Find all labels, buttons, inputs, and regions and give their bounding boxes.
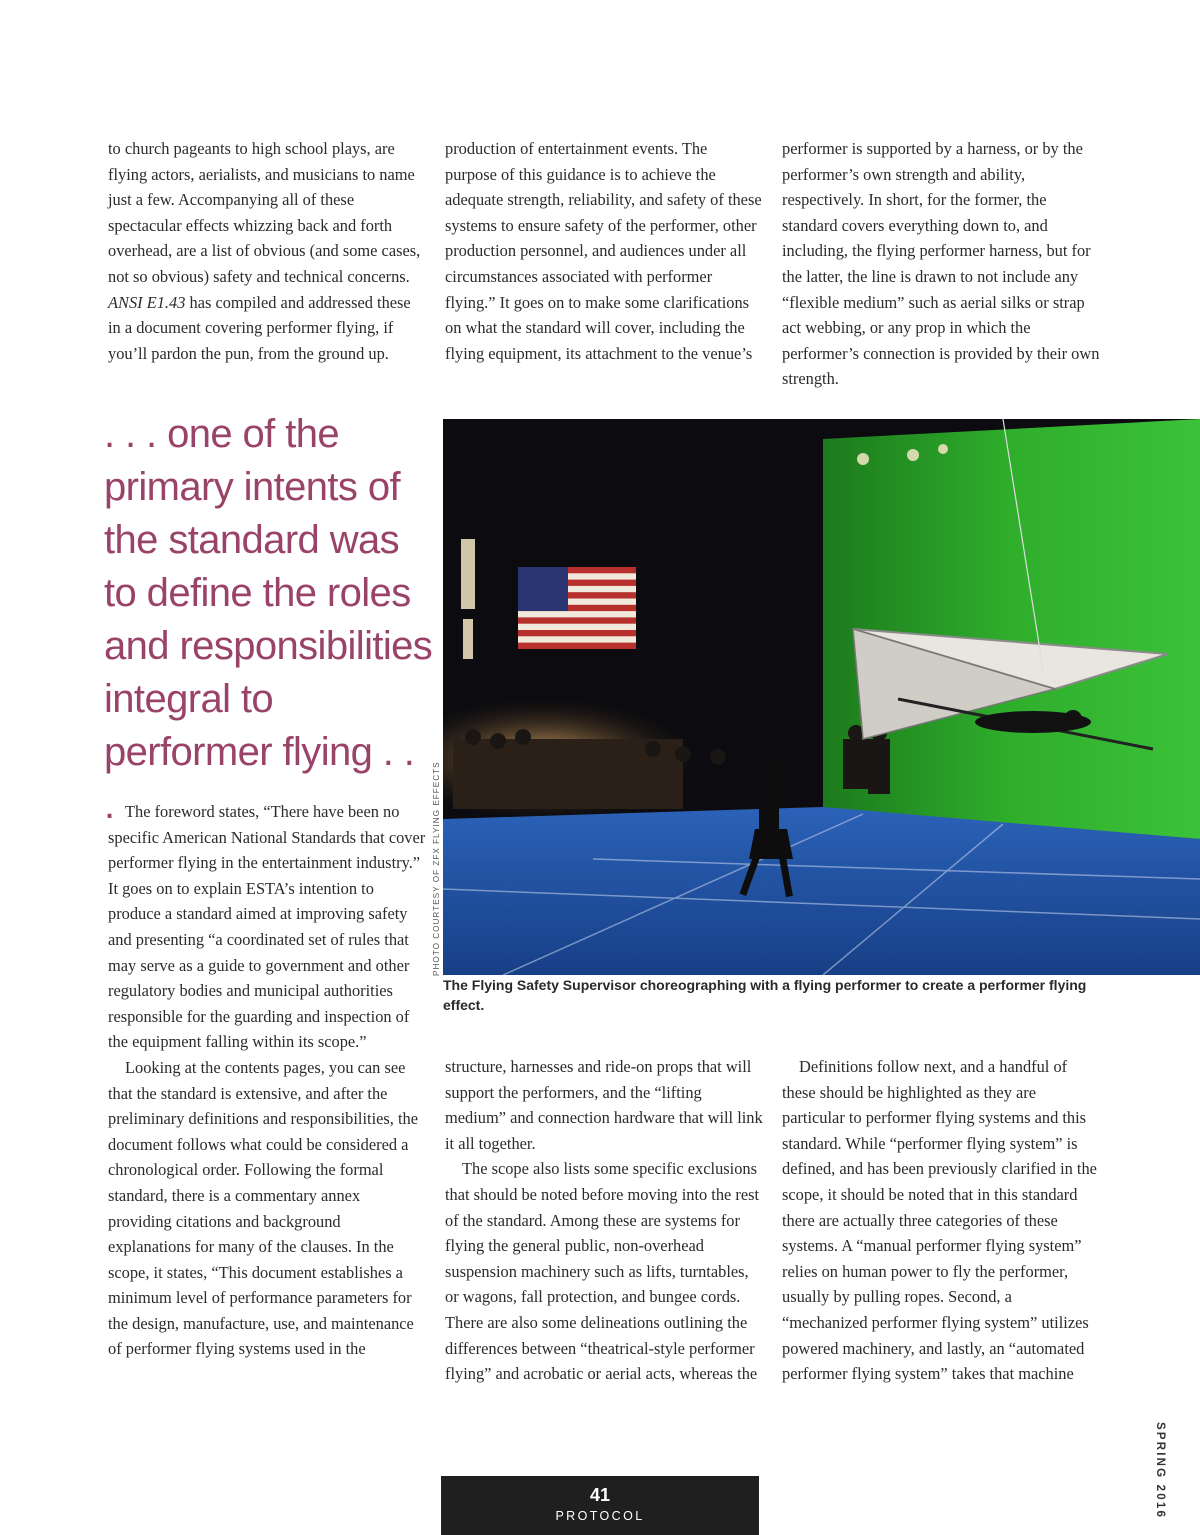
photo-illustration <box>443 419 1200 975</box>
issue-label: SPRING 2016 <box>1154 1422 1166 1520</box>
article-column-1-top <box>108 136 426 366</box>
body-paragraph: The scope also lists some specific exclusions that should be noted before moving into the rest of the standard. Among these are systems for flying the general public, non-overhead suspension machinery such as lifts, turntables, or wagons, fall protection, and bungee cords. There are also some delineations outlining the differences between “theatrical-style performer flying” and acrobatic or aerial acts, whereas the <box>445 1159 760 1384</box>
page-folio <box>441 1476 759 1535</box>
body-paragraph: The foreword states, “There have been no specific American National Standards that cover performer flying in the entertainment industry.” It goes on to explain ESTA’s intention to produce a standard aimed at improving safety and presenting “a coordinated set of rules that may serve as a guide to government and other regulatory bodies and municipal authorities responsible for the guarding and inspection of the equipment falling within its scope.” <box>108 802 426 1052</box>
article-column-3-bottom <box>782 1054 1100 1387</box>
article-column-1-bottom <box>108 799 426 1362</box>
body-paragraph: performer is supported by a harness, or by the performer’s own strength and ability, respectively. In short, for the former, the standard covers everything down to, and including, the flying performer harness, but for the latter, the line is drawn to not include any “flexible medium” such as aerial silks or strap act webbing, or any prop in which the performer’s connection is provided by their own strength. <box>782 139 1100 389</box>
magazine-name: PROTOCOL <box>555 1509 645 1523</box>
standard-name: ANSI E1.43 <box>108 292 186 312</box>
article-column-2-top <box>445 136 763 366</box>
body-paragraph: Definitions follow next, and a handful of these should be highlighted as they are particular to performer flying systems and this standard. While “performer flying system” is defined, and has been previously clarified in the scope, it should be noted that in this standard there are actually three categories of these systems. A “manual performer flying system” relies on human power to fly the performer, usually by pulling ropes. Second, a “mechanized performer flying system” utilizes powered machinery, and lastly, an “automated performer flying system” takes that machine <box>782 1057 1097 1384</box>
american-flag <box>518 567 636 649</box>
article-column-2-bottom <box>445 1054 763 1387</box>
article-column-3-top <box>782 136 1100 392</box>
body-paragraph: Looking at the contents pages, you can see that the standard is extensive, and after the preliminary definitions and responsibilities, the document follows what could be considered a chronological order. Following the formal standard, there is a commentary annex providing citations and background explanations for many of the clauses. In the scope, it states, “This document establishes a minimum level of performance parameters for the design, manufacture, use, and maintenance of performer flying systems used in the <box>108 1057 418 1359</box>
photo-flying-rehearsal <box>443 419 1200 975</box>
pull-quote: . . . one of the primary intents of the standard was to define the roles and responsibilities integral to performer flying . . . <box>104 412 433 827</box>
photo-caption: The Flying Safety Supervisor choreographing with a flying performer to create a performer flying effect. <box>443 977 1087 1013</box>
photo-credit: PHOTO COURTESY OF ZFX FLYING EFFECTS <box>432 761 441 976</box>
page-number: 41 <box>589 1485 611 1505</box>
body-paragraph: production of entertainment events. The purpose of this guidance is to achieve the adequate strength, reliability, and safety of these systems to ensure safety of the performer, other production personnel, and audiences under all circumstances associated with performer flying.” It goes on to make some clarifications on what the standard will cover, including the flying equipment, its attachment to the venue’s <box>445 139 762 363</box>
body-paragraph: to church pageants to high school plays, are flying actors, aerialists, and musicians to name just a few. Accompanying all of these spectacular effects whizzing back and forth overhead, are a list of obvious (and some cases, not so obvious) safety and technical concerns. ANSI E1.43 has compiled and addressed these in a document covering performer flying, if you’ll pardon the pun, from the ground up. <box>108 139 421 363</box>
body-paragraph: structure, harnesses and ride-on props that will support the performers, and the “lifting medium” and connection hardware that will link it all together. <box>445 1057 763 1153</box>
